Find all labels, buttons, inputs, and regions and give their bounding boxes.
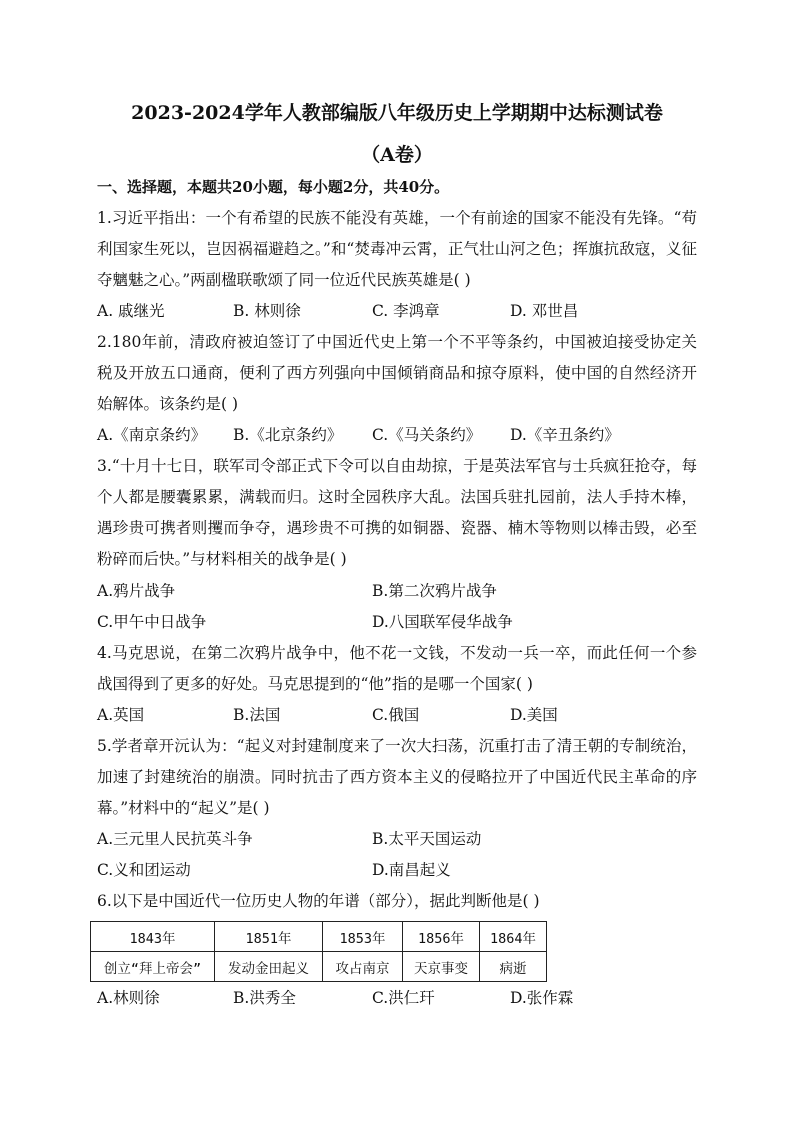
- table-cell-year: 1856年: [403, 922, 480, 952]
- option-a[interactable]: A.英国: [97, 706, 145, 724]
- option-c[interactable]: C.甲午中日战争: [97, 613, 207, 631]
- question-3-options-row2: [97, 607, 697, 638]
- option-d[interactable]: D.八国联军侵华战争: [372, 613, 513, 631]
- table-cell-event: 发动金田起义: [215, 952, 323, 982]
- table-cell-year: 1853年: [323, 922, 403, 952]
- question-1-options: [97, 296, 697, 327]
- exam-title: 2023-2024学年人教部编版八年级历史上学期期中达标测试卷: [131, 102, 663, 124]
- table-cell-event: 攻占南京: [323, 952, 403, 982]
- option-c[interactable]: C.洪仁玕: [372, 989, 435, 1007]
- table-row-years: [91, 922, 547, 952]
- option-b[interactable]: B.第二次鸦片战争: [372, 582, 497, 600]
- option-a[interactable]: A.《南京条约》: [97, 426, 207, 444]
- section-heading: 一、选择题，本题共20小题，每小题2分，共40分。: [97, 178, 450, 196]
- table-cell-event: 天京事变: [403, 952, 480, 982]
- question-2: 2.180年前，清政府被迫签订了中国近代史上第一个不平等条约，中国被迫接受协定关税及开放五口通商，便利了西方列强向中国倾销商品和掠夺原料，使中国的自然经济开始解体。该条约是( ): [97, 333, 697, 413]
- question-6: 6.以下是中国近代一位历史人物的年谱（部分），据此判断他是( ): [97, 892, 540, 910]
- question-4-options: [97, 700, 697, 731]
- table-cell-year: 1843年: [91, 922, 215, 952]
- option-d[interactable]: D.《辛丑条约》: [510, 426, 620, 444]
- question-5: 5.学者章开沅认为：“起义对封建制度来了一次大扫荡，沉重打击了清王朝的专制统治，加速了封建统治的崩溃。同时抗击了西方资本主义的侵略拉开了中国近代民主革命的序幕。”材料中的“起义”是( ): [97, 737, 697, 817]
- option-c[interactable]: C.义和团运动: [97, 861, 191, 879]
- chronology-table: [90, 921, 547, 982]
- option-d[interactable]: D. 邓世昌: [510, 302, 579, 320]
- table-cell-event: 创立“拜上帝会”: [91, 952, 215, 982]
- table-cell-year: 1851年: [215, 922, 323, 952]
- option-a[interactable]: A.三元里人民抗英斗争: [97, 830, 253, 848]
- exam-subtitle: （A卷）: [361, 144, 433, 166]
- question-3: 3.“十月十七日，联军司令部正式下令可以自由劫掠，于是英法军官与士兵疯狂抢夺，每个人都是腰囊累累，满载而归。这时全园秩序大乱。法国兵驻扎园前，法人手持木棒，遇珍贵可携者则攫而争夺，遇珍贵不可携的如铜器、瓷器、楠木等物则以棒击毁，必至粉碎而后快。”与材料相关的战争是( ): [97, 457, 697, 568]
- table-row-events: [91, 952, 547, 982]
- option-d[interactable]: D.南昌起义: [372, 861, 451, 879]
- question-3-options-row1: [97, 576, 697, 607]
- question-5-options-row2: [97, 855, 697, 886]
- option-b[interactable]: B. 林则徐: [233, 302, 301, 320]
- option-d[interactable]: D.美国: [510, 706, 558, 724]
- option-d[interactable]: D.张作霖: [510, 989, 574, 1007]
- option-c[interactable]: C. 李鸿章: [372, 302, 440, 320]
- question-6-options: [97, 983, 697, 1014]
- option-b[interactable]: B.《北京条约》: [233, 426, 343, 444]
- option-a[interactable]: A.林则徐: [97, 989, 160, 1007]
- question-4: 4.马克思说，在第二次鸦片战争中，他不花一文钱，不发动一兵一卒，而此任何一个参战国得到了更多的好处。马克思提到的“他”指的是哪一个国家( ): [97, 644, 697, 693]
- table-cell-event: 病逝: [480, 952, 547, 982]
- option-b[interactable]: B.洪秀全: [233, 989, 296, 1007]
- option-b[interactable]: B.法国: [233, 706, 281, 724]
- table-cell-year: 1864年: [480, 922, 547, 952]
- option-c[interactable]: C.俄国: [372, 706, 420, 724]
- question-2-options: [97, 420, 697, 451]
- option-a[interactable]: A. 戚继光: [97, 302, 165, 320]
- option-a[interactable]: A.鸦片战争: [97, 582, 176, 600]
- option-c[interactable]: C.《马关条约》: [372, 426, 482, 444]
- question-1: 1.习近平指出：一个有希望的民族不能没有英雄，一个有前途的国家不能没有先锋。“苟利国家生死以，岂因祸福避趋之。”和“焚毒冲云霄，正气壮山河之色；挥旗抗敌寇，义征夺魑魅之心。”两副楹联歌颂了同一位近代民族英雄是( ): [97, 209, 697, 289]
- question-5-options-row1: [97, 824, 697, 855]
- option-b[interactable]: B.太平天国运动: [372, 830, 482, 848]
